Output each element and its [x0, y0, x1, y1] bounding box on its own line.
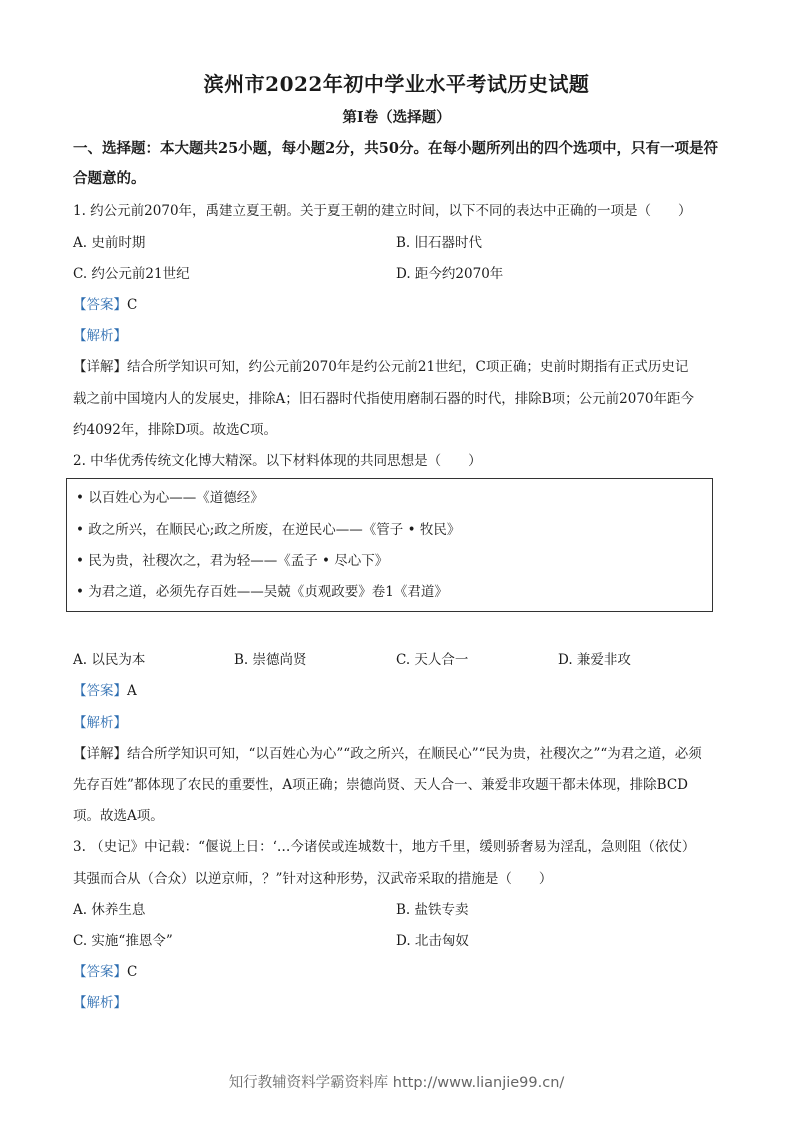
- q3-option-d: D. 北击匈奴: [396, 933, 469, 949]
- q1-analysis-label: 【解析】: [73, 328, 127, 344]
- answer-value: C: [127, 297, 138, 313]
- q1-option-a: A. 史前时期: [73, 235, 146, 251]
- q1-option-c: C. 约公元前21世纪: [73, 266, 190, 282]
- answer-label: 【答案】: [73, 297, 127, 313]
- q2-option-c: C. 天人合一: [396, 652, 469, 668]
- page-subtitle: 第I卷（选择题）: [342, 109, 451, 126]
- q2-option-d: D. 兼爱非攻: [558, 652, 631, 668]
- q3-option-a: A. 休养生息: [73, 902, 146, 918]
- q3-stem-line-1: 3. （史记》中记载：“偃说上日：‘…今诸侯或连城数十，地方千里，缓则骄奢易为淫乱，急则阻（依仗）: [73, 839, 696, 855]
- q3-answer: [73, 962, 137, 982]
- footer-watermark: 知行教辅资料学霸资料库 http://www.lianjie99.cn/: [228, 1075, 565, 1091]
- q1-option-b: B. 旧石器时代: [396, 235, 483, 251]
- q1-detail-line-2: 载之前中国境内人的发展史，排除A；旧石器时代指使用磨制石器的时代，排除B项；公元前2070年距今: [73, 391, 695, 407]
- q2-quote-3: • 民为贵，社稷次之，君为轻——《孟子 • 尽心下》: [76, 553, 389, 569]
- q2-option-a: A. 以民为本: [73, 652, 146, 668]
- q1-detail-line-1: 【详解】结合所学知识可知，约公元前2070年是约公元前21世纪，C项正确；史前时期指有正式历史记: [73, 359, 689, 375]
- q2-quote-1: • 以百姓心为心——《道德经》: [76, 490, 264, 506]
- q2-answer: [73, 681, 137, 701]
- q2-quote-4: • 为君之道，必须先存百姓——吴兢《贞观政要》卷1《君道》: [76, 584, 448, 600]
- section-intro: 一、选择题：本大题共25小题，每小题2分，共50分。在每小题所列出的四个选项中，只有一项是符合题意的。: [73, 140, 718, 187]
- q3-analysis-label: 【解析】: [73, 995, 127, 1011]
- q2-analysis-label: 【解析】: [73, 715, 127, 731]
- q1-answer: [73, 295, 137, 315]
- detail-label: 【详解】: [73, 359, 127, 375]
- answer-label: 【答案】: [73, 964, 127, 980]
- q3-option-b: B. 盐铁专卖: [396, 902, 469, 918]
- q1-stem: 1. 约公元前2070年，禹建立夏王朝。关于夏王朝的建立时间，以下不同的表达中正确的一项是（ ）: [73, 203, 692, 219]
- q1-option-d: D. 距今约2070年: [396, 266, 504, 282]
- answer-label: 【答案】: [73, 683, 127, 699]
- q2-stem: 2. 中华优秀传统文化博大精深。以下材料体现的共同思想是（ ）: [73, 453, 482, 469]
- q3-option-c: C. 实施“推恩令”: [73, 933, 173, 949]
- q2-quote-2: • 政之所兴，在顺民心;政之所废，在逆民心——《管子 • 牧民》: [76, 522, 461, 538]
- answer-value: A: [127, 683, 137, 699]
- q2-material-box: [66, 478, 713, 612]
- answer-value: C: [127, 964, 138, 980]
- q2-detail-line-1: 【详解】结合所学知识可知，“以百姓心为心”“政之所兴，在顺民心”“民为贵，社稷次之”“为君之道，必须: [73, 746, 702, 762]
- q2-option-b: B. 崇德尚贤: [234, 652, 307, 668]
- q3-stem-line-2: 其强而合从（合众）以逆京师，？”针对这种形势，汉武帝采取的措施是（ ）: [73, 871, 553, 887]
- page-title: 滨州市2022年初中学业水平考试历史试题: [203, 72, 590, 96]
- q1-detail-line-3: 约4092年，排除D项。故选C项。: [73, 422, 278, 438]
- q2-detail-line-3: 项。故选A项。: [73, 808, 164, 824]
- q2-detail-line-2: 先存百姓”都体现了农民的重要性，A项正确；崇德尚贤、天人合一、兼爱非攻题干都未体现，排除BCD: [73, 777, 688, 793]
- detail-label: 【详解】: [73, 746, 127, 762]
